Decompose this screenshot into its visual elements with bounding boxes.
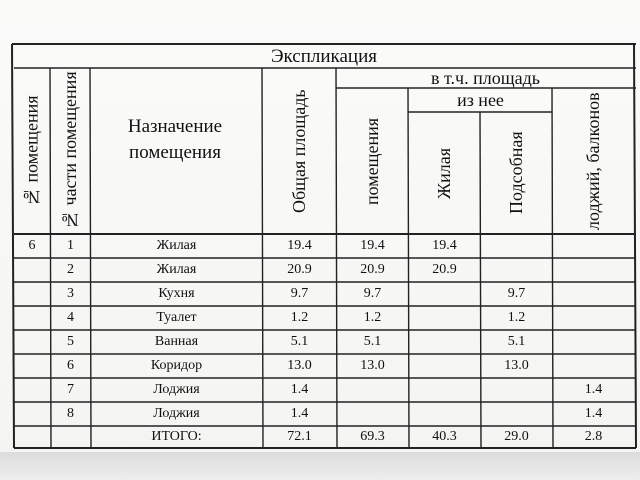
header-including-area: в т.ч. площадь [431, 68, 540, 88]
cell-premises: 19.4 [360, 238, 385, 253]
cell-total-area: 19.4 [287, 238, 312, 253]
cell-premises: 9.7 [363, 286, 382, 301]
cell-total-area: 5.1 [290, 334, 309, 349]
cell-total-area: 13.0 [287, 358, 312, 373]
cell-purpose: Туалет [156, 310, 197, 325]
header-part-number: № части помещения [60, 71, 81, 231]
cell-total-area: 1.4 [290, 382, 309, 397]
cell-auxiliary [481, 378, 552, 402]
cell-loggias [553, 354, 634, 378]
cell-premises [337, 378, 408, 402]
cell-loggias [553, 234, 634, 258]
cell-auxiliary: 13.0 [504, 358, 529, 373]
cell-purpose: Жилая [156, 262, 197, 277]
cell-auxiliary [481, 402, 552, 426]
cell-loggias [553, 258, 634, 282]
cell-part-number: 3 [67, 286, 74, 301]
totals-auxiliary: 29.0 [504, 429, 529, 444]
totals-label: ИТОГО: [151, 429, 202, 444]
cell-loggias [553, 330, 634, 354]
cell-part-number: 2 [67, 262, 74, 277]
cell-total-area: 1.4 [290, 406, 309, 421]
table-title: Экспликация [270, 45, 377, 67]
cell-purpose: Ванная [154, 334, 199, 349]
totals-loggias: 2.8 [584, 429, 603, 444]
cell-premises: 20.9 [360, 262, 385, 277]
cell-purpose: Лоджия [153, 382, 200, 397]
cell-premises: 1.2 [363, 310, 382, 325]
header-of-which: из нее [457, 90, 504, 110]
cell-part-number: 1 [67, 238, 74, 253]
cell-total-area: 20.9 [287, 262, 312, 277]
room-number: 6 [28, 238, 36, 253]
cell-living [409, 402, 480, 426]
header-premises: помещения [362, 117, 383, 205]
cell-purpose: Коридор [150, 358, 203, 373]
cell-total-area: 1.2 [290, 310, 309, 325]
cell-loggias [553, 282, 634, 306]
cell-living [409, 378, 480, 402]
totals-living: 40.3 [432, 429, 457, 444]
cell-loggias [553, 306, 634, 330]
cell-living: 19.4 [432, 238, 457, 253]
cell-loggias: 1.4 [584, 382, 603, 397]
cell-part-number: 7 [67, 382, 74, 397]
header-auxiliary: Подсобная [506, 131, 527, 215]
cell-purpose: Жилая [156, 238, 197, 253]
cell-auxiliary: 5.1 [507, 334, 526, 349]
cell-part-number: 8 [67, 406, 74, 421]
cell-part-number: 6 [67, 358, 74, 373]
cell-auxiliary [481, 234, 552, 258]
cell-purpose: Лоджия [153, 406, 200, 421]
cell-living: 20.9 [432, 262, 457, 277]
header-room-number: № помещения [21, 95, 42, 207]
cell-auxiliary: 1.2 [507, 310, 526, 325]
cell-part-number: 4 [67, 310, 74, 325]
cell-living [409, 354, 480, 378]
cell-living [409, 330, 480, 354]
cell-premises: 13.0 [360, 358, 385, 373]
header-total-area: Общая площадь [289, 89, 310, 213]
cell-auxiliary [481, 258, 552, 282]
cell-premises [337, 402, 408, 426]
header-loggias-balconies: лоджий, балконов [583, 92, 604, 230]
cell-living [409, 306, 480, 330]
cell-loggias: 1.4 [584, 406, 603, 421]
cell-purpose: Кухня [158, 286, 195, 301]
header-purpose: Назначение помещения [127, 116, 223, 163]
totals-premises: 69.3 [360, 429, 385, 444]
totals-total-area: 72.1 [287, 429, 312, 444]
cell-auxiliary: 9.7 [507, 286, 526, 301]
header-living: Жилая [434, 147, 455, 199]
cell-premises: 5.1 [363, 334, 382, 349]
cell-total-area: 9.7 [290, 286, 309, 301]
cell-part-number: 5 [67, 334, 74, 349]
cell-living [409, 282, 480, 306]
